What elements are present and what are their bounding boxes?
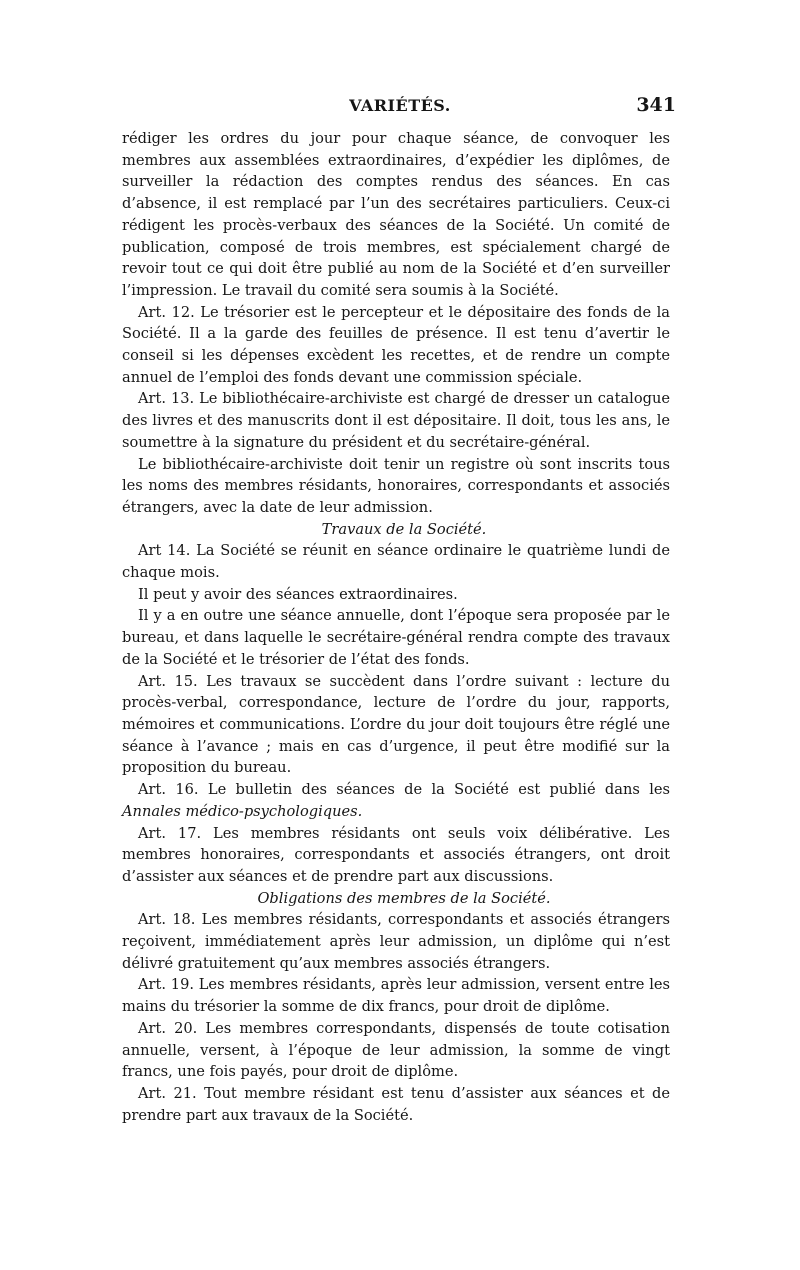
article-14: Art 14. La Société se réunit en séance ordinaire le quatrième lundi de chaque mois. bbox=[122, 542, 670, 582]
article-18: Art. 18. Les membres résidants, correspondants et associés étrangers reçoivent, immédiatement après leur admission, un diplôme qui n’est délivré gratuitement qu’aux membres associés étrangers. bbox=[122, 911, 670, 972]
article-12: Art. 12. Le trésorier est le percepteur et le dépositaire des fonds de la Société. Il a la garde des feuilles de présence. Il est tenu d’avertir le conseil si les dépenses excèdent les recettes, et de rendre un compte annuel de l’emploi des fonds devant une commission spéciale. bbox=[122, 303, 670, 386]
journal-title: Annales médico-psychologiques. bbox=[122, 802, 363, 820]
article-15: Art. 15. Les travaux se succèdent dans l’ordre suivant : lecture du procès-verbal, correspondance, lecture de l’ordre du jour, rapports, mémoires et communications. L’ordre du jour doit toujours être réglé une séance à l’avance ; mais en cas d’urgence, il peut être modifié sur la proposition du bureau. bbox=[122, 672, 670, 777]
page-number: 341 bbox=[636, 94, 676, 116]
article-19: Art. 19. Les membres résidants, après leur admission, versent entre les mains du trésorier la somme de dix francs, pour droit de diplôme. bbox=[122, 976, 670, 1016]
article-16-text: Art. 16. Le bulletin des séances de la Société est publié dans les bbox=[138, 781, 670, 799]
section-heading-travaux: Travaux de la Société. bbox=[321, 520, 487, 538]
paragraph: Il y a en outre une séance annuelle, dont l’époque sera proposée par le bureau, et dans laquelle le secrétaire-général rendra compte des travaux de la Société et le trésorier de l’état des fonds. bbox=[122, 607, 670, 668]
running-head bbox=[0, 96, 800, 122]
article-16 bbox=[122, 779, 670, 822]
paragraph: Il peut y avoir des séances extraordinaires. bbox=[138, 585, 458, 603]
section-heading-obligations: Obligations des membres de la Société. bbox=[257, 889, 551, 907]
article-13: Art. 13. Le bibliothécaire-archiviste est chargé de dresser un catalogue des livres et des manuscrits dont il est dépositaire. Il doit, tous les ans, le soumettre à la signature du président et du secrétaire-général. bbox=[122, 390, 670, 451]
page-body bbox=[122, 128, 670, 1126]
paragraph: Le bibliothécaire-archiviste doit tenir un registre où sont inscrits tous les noms des membres résidants, honoraires, correspondants et associés étrangers, avec la date de leur admission. bbox=[122, 455, 670, 516]
running-title: VARIÉTÉS. bbox=[349, 96, 451, 115]
article-17: Art. 17. Les membres résidants ont seuls voix délibérative. Les membres honoraires, correspondants et associés étrangers, ont droit d’assister aux séances et de prendre part aux discussions. bbox=[122, 824, 670, 885]
article-20: Art. 20. Les membres correspondants, dispensés de toute cotisation annuelle, versent, à l’époque de leur admission, la somme de vingt francs, une fois payés, pour droit de diplôme. bbox=[122, 1019, 670, 1081]
paragraph: rédiger les ordres du jour pour chaque séance, de convoquer les membres aux assemblées extraordinaires, d’expédier les diplômes, de surveiller la rédaction des comptes rendus des séances. En cas d’absence, il est remplacé par l’un des secrétaires particuliers. Ceux-ci rédigent les procès-verbaux des séances de la Société. Un comité de publication, composé de trois membres, est spécialement chargé de revoir tout ce qui doit être publié au nom de la Société et d’en surveiller l’impression. Le travail du comité sera soumis à la Société. bbox=[122, 130, 670, 299]
article-21: Art. 21. Tout membre résidant est tenu d’assister aux séances et de prendre part aux travaux de la Société. bbox=[122, 1084, 670, 1124]
